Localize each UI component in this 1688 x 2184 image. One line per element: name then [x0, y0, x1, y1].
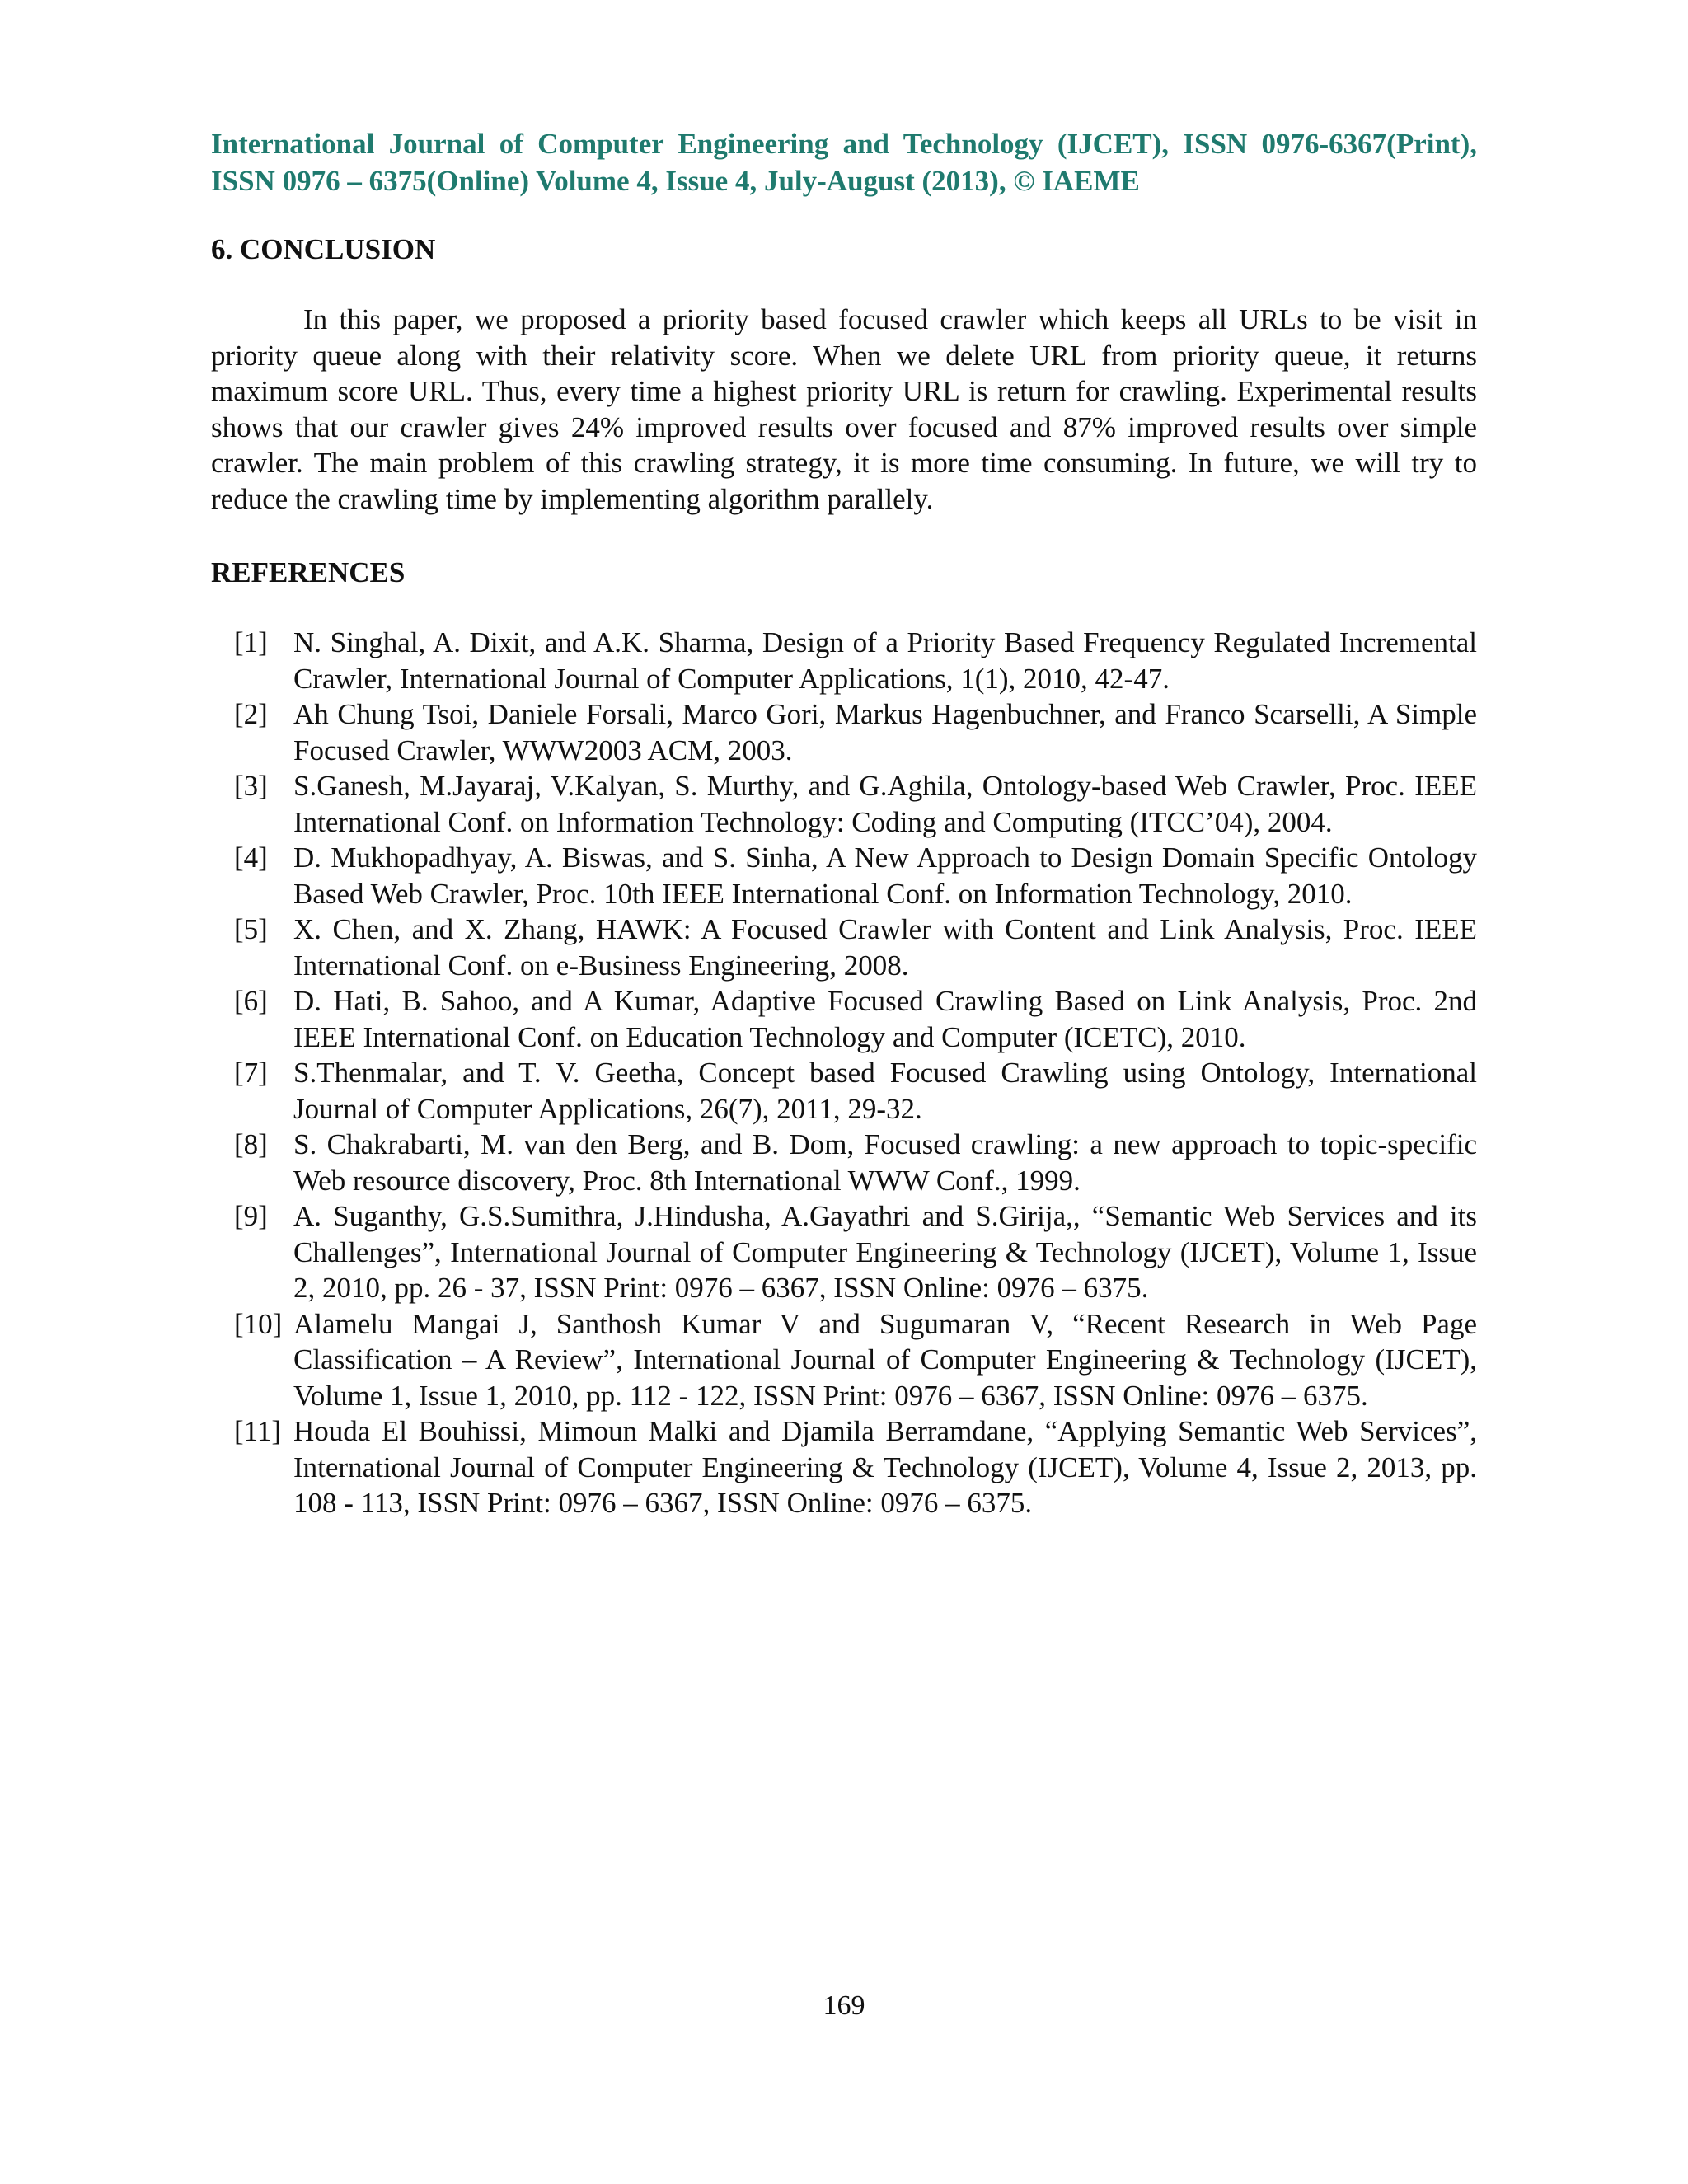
- page-number: 169: [823, 1990, 865, 2021]
- reference-item: [211, 840, 1477, 912]
- reference-item: [211, 768, 1477, 840]
- references-heading: REFERENCES: [211, 556, 406, 588]
- reference-text: D. Hati, B. Sahoo, and A Kumar, Adaptive Focused Crawling Based on Link Analysis, Proc. 2nd IEEE International Conf. on Education Technology and Computer (ICETC), 2010.: [293, 985, 1477, 1053]
- reference-item: [211, 1413, 1477, 1521]
- reference-number: [11]: [234, 1415, 282, 1447]
- reference-item: [211, 912, 1477, 983]
- reference-number: [2]: [234, 698, 268, 730]
- reference-item: [211, 696, 1477, 768]
- reference-number: [9]: [234, 1200, 268, 1232]
- reference-number: [7]: [234, 1057, 268, 1089]
- reference-item: [211, 1198, 1477, 1306]
- conclusion-paragraph: In this paper, we proposed a priority based focused crawler which keeps all URLs to be visit in priority queue along with their relativity score. When we delete URL from priority queue, it returns maximum score URL. Thus, every time a highest priority URL is return for crawling. Experimental results shows that our crawler gives 24% improved results over focused and 87% improved results over simple crawler. The main problem of this crawling strategy, it is more time consuming. In future, we will try to reduce the crawling time by implementing algorithm parallely.: [211, 303, 1477, 515]
- reference-number: [10]: [234, 1307, 283, 1340]
- reference-item: [211, 1127, 1477, 1198]
- references-list: [211, 625, 1477, 1521]
- reference-number: [4]: [234, 841, 268, 874]
- reference-text: D. Mukhopadhyay, A. Biswas, and S. Sinha, A New Approach to Design Domain Specific Ontology Based Web Crawler, Proc. 10th IEEE International Conf. on Information Technology, 2010.: [293, 841, 1477, 910]
- reference-item: [211, 1055, 1477, 1127]
- reference-text: S. Chakrabarti, M. van den Berg, and B. Dom, Focused crawling: a new approach to topic-specific Web resource discovery, Proc. 8th International WWW Conf., 1999.: [293, 1128, 1477, 1197]
- reference-number: [5]: [234, 913, 268, 945]
- conclusion-heading: 6. CONCLUSION: [211, 233, 436, 265]
- reference-number: [6]: [234, 985, 268, 1017]
- reference-text: N. Singhal, A. Dixit, and A.K. Sharma, Design of a Priority Based Frequency Regulated Incremental Crawler, International Journal of Computer Applications, 1(1), 2010, 42-47.: [293, 626, 1477, 695]
- reference-text: X. Chen, and X. Zhang, HAWK: A Focused Crawler with Content and Link Analysis, Proc. IEEE International Conf. on e-Business Engineering, 2008.: [293, 913, 1477, 982]
- reference-item: [211, 1306, 1477, 1414]
- reference-number: [8]: [234, 1128, 268, 1160]
- reference-text: S.Ganesh, M.Jayaraj, V.Kalyan, S. Murthy, and G.Aghila, Ontology-based Web Crawler, Proc. IEEE International Conf. on Information Technology: Coding and Computing (ITCC’04), 2004.: [293, 770, 1477, 838]
- reference-text: Alamelu Mangai J, Santhosh Kumar V and Sugumaran V, “Recent Research in Web Page Classification – A Review”, International Journal of Computer Engineering & Technology (IJCET), Volume 1, Issue 1, 2010, pp. 112 - 122, ISSN Print: 0976 – 6367, ISSN Online: 0976 – 6375.: [293, 1307, 1477, 1412]
- reference-number: [3]: [234, 770, 268, 802]
- reference-text: Houda El Bouhissi, Mimoun Malki and Djamila Berramdane, “Applying Semantic Web Services”, International Journal of Computer Engineering & Technology (IJCET), Volume 4, Issue 2, 2013, pp. 108 - 113, ISSN Print: 0976 – 6367, ISSN Online: 0976 – 6375.: [293, 1415, 1477, 1519]
- reference-text: Ah Chung Tsoi, Daniele Forsali, Marco Gori, Markus Hagenbuchner, and Franco Scarselli, A Simple Focused Crawler, WWW2003 ACM, 2003.: [293, 698, 1477, 766]
- reference-item: [211, 625, 1477, 696]
- journal-header: International Journal of Computer Engineering and Technology (IJCET), ISSN 0976-6367(Print), ISSN 0976 – 6375(Online) Volume 4, Issue 4, July-August (2013), © IAEME: [211, 128, 1477, 197]
- reference-number: [1]: [234, 626, 268, 658]
- reference-text: A. Suganthy, G.S.Sumithra, J.Hindusha, A.Gayathri and S.Girija,, “Semantic Web Services and its Challenges”, International Journal of Computer Engineering & Technology (IJCET), Volume 1, Issue 2, 2010, pp. 26 - 37, ISSN Print: 0976 – 6367, ISSN Online: 0976 – 6375.: [293, 1200, 1477, 1304]
- reference-item: [211, 983, 1477, 1055]
- reference-text: S.Thenmalar, and T. V. Geetha, Concept based Focused Crawling using Ontology, International Journal of Computer Applications, 26(7), 2011, 29-32.: [293, 1057, 1477, 1125]
